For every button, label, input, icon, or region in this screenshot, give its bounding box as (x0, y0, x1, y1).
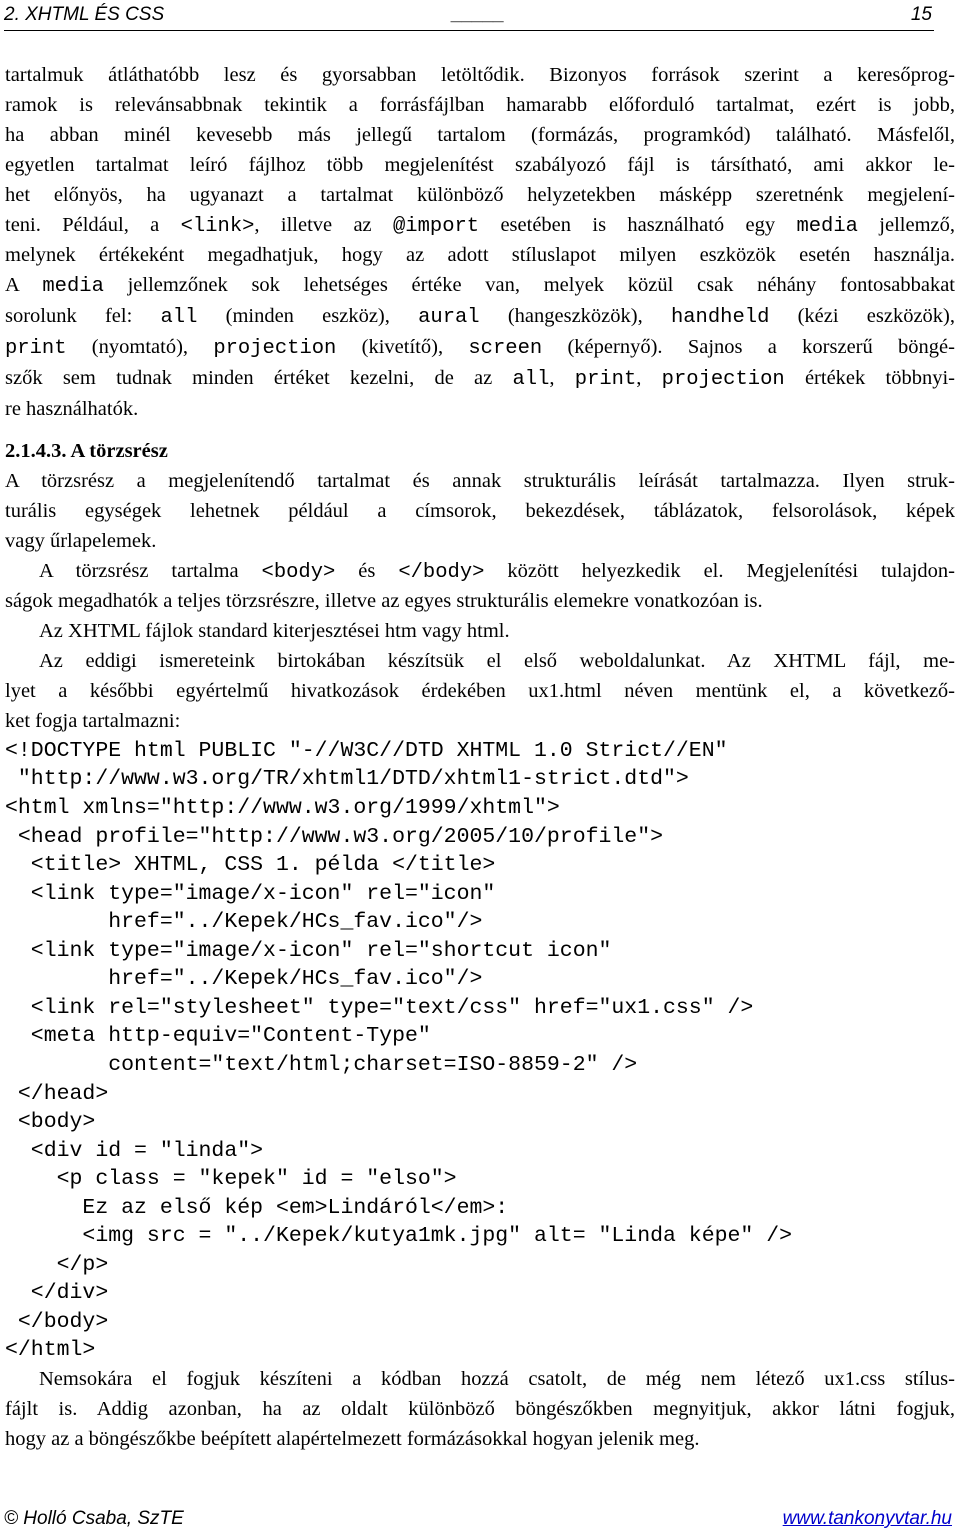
code-line: <link type="image/x-icon" rel="icon" (5, 881, 496, 906)
chapter-title: 2. XHTML ÉS CSS (4, 4, 165, 25)
code-line: <link type="image/x-icon" rel="shortcut icon" (5, 938, 612, 963)
text-line (5, 1395, 955, 1425)
text-line (5, 91, 955, 121)
text-line (5, 271, 955, 302)
text-run: Az eddigi ismereteink birtokában készítsük el első weboldalunkat. Az XHTML fájl, me- (39, 650, 955, 673)
text-run: lyet a későbbi egyértelmű hivatkozások érdekében ux1.html néven mentünk el, a következő- (5, 680, 955, 703)
text-line (5, 241, 955, 271)
code-line: </p> (5, 1252, 109, 1277)
text-run: (kézi eszközök), (769, 305, 955, 328)
code-line: <link rel="stylesheet" type="text/css" href="ux1.css" /> (5, 995, 754, 1020)
text-line (5, 647, 955, 677)
text-run: ket fogja tartalmazni: (5, 710, 181, 733)
text-run: Az XHTML fájlok standard kiterjesztései htm vagy html. (39, 620, 510, 643)
text-line (5, 677, 955, 707)
inline-code: @import (393, 214, 480, 238)
code-line: <meta http-equiv="Content-Type" (5, 1024, 431, 1049)
text-line (5, 617, 955, 647)
text-run: szők sem tudnak minden értéket kezelni, de az (5, 367, 513, 390)
inline-code: <body> (261, 560, 336, 584)
code-line: <!DOCTYPE html PUBLIC "-//W3C//DTD XHTML 1.0 Strict//EN" (5, 738, 728, 763)
text-run: (nyomtató), (66, 336, 214, 359)
text-run: , illetve az (254, 213, 393, 236)
text-run: és (335, 559, 399, 582)
text-run: re használhatók. (5, 397, 139, 420)
header-fill: _____ (452, 4, 505, 25)
text-run: ságok megadhatók a teljes törzsrészre, illetve az egyes strukturális elemekre vonatkozóan is. (5, 590, 763, 613)
text-run: ramok is relevánsabbnak tekintik a forrásfájlban hamarabb előforduló tartalmat, ezért is jobb, (5, 93, 955, 116)
code-line: content="text/html;charset=ISO-8859-2" /> (5, 1052, 638, 1077)
text-line (5, 211, 955, 242)
code-line: </div> (5, 1281, 109, 1306)
code-line: </html> (5, 1338, 96, 1363)
text-run: A törzsrész tartalma (39, 559, 262, 582)
text-run: A törzsrész a megjelenítendő tartalmat és annak strukturális leírását tartalmazza. Ilyen struk- (5, 469, 955, 492)
text-run: (képernyő). Sajnos a korszerű böngé- (542, 336, 955, 359)
footer-link[interactable]: www.tankonyvtar.hu (782, 1508, 952, 1529)
code-line: Ez az első kép <em>Lindáról</em>: (5, 1195, 509, 1220)
text-line (5, 527, 955, 557)
text-run: fájlt is. Addig azonban, ha az oldalt különböző böngészőkben megnyitjuk, akkor látni fogjuk, (5, 1397, 955, 1420)
inline-code: media (42, 275, 104, 299)
code-listing (5, 737, 955, 1365)
inline-code: print (5, 337, 67, 361)
text-run: (kivetítő), (336, 336, 469, 359)
text-line (5, 587, 955, 617)
text-run: jellemzőnek sok lehetséges értéke van, melyek közül csak néhány fontosabbakat (103, 274, 955, 297)
text-run: vagy űrlapelemek. (5, 529, 157, 552)
code-line: <head profile="http://www.w3.org/2005/10/profile"> (5, 824, 664, 849)
code-line: <title> XHTML, CSS 1. példa </title> (5, 853, 496, 878)
code-line: href="../Kepek/HCs_fav.ico"/> (5, 910, 483, 935)
text-line (5, 395, 955, 425)
inline-code: print (574, 368, 637, 392)
text-run: melynek értékeként megadhatjuk, hogy az adott stíluslapot milyen eszközök esetén használja. (5, 244, 955, 267)
text-line (5, 364, 955, 395)
paragraph-conclusion (5, 1365, 955, 1455)
text-line (5, 1425, 955, 1455)
code-line: </head> (5, 1081, 109, 1106)
text-run: (hangeszközök), (479, 305, 671, 328)
code-line: </body> (5, 1309, 109, 1334)
inline-code: aural (418, 306, 480, 330)
text-line (5, 302, 955, 333)
text-run: (minden eszköz), (197, 305, 419, 328)
inline-code: all (512, 368, 550, 392)
page-footer (4, 1508, 954, 1534)
inline-code: projection (213, 337, 337, 361)
inline-code: all (160, 306, 198, 330)
text-line (5, 707, 955, 737)
paragraph-body-tags (5, 557, 955, 618)
text-run: , (549, 367, 575, 390)
text-line (5, 333, 955, 364)
text-line (5, 1365, 955, 1395)
text-run: sorolunk fel: (5, 305, 161, 328)
inline-code: screen (468, 337, 543, 361)
inline-code: <link> (180, 214, 255, 238)
text-run: tartalmuk átláthatóbb lesz és gyorsabban letöltődik. Bizonyos források szerint a keresőprog- (5, 64, 955, 86)
code-line: href="../Kepek/HCs_fav.ico"/> (5, 967, 483, 992)
code-line: <html xmlns="http://www.w3.org/1999/xhtml"> (5, 796, 560, 821)
text-run: között helyezkedik el. Megjelenítési tulajdon- (484, 559, 955, 582)
code-line: "http://www.w3.org/TR/xhtml1/DTD/xhtml1-strict.dtd"> (5, 767, 689, 792)
text-line (5, 181, 955, 211)
code-line: <body> (5, 1110, 96, 1135)
text-run: jellemző, (857, 213, 955, 236)
text-run: ha abban minél kevesebb más jellegű tartalom (formázás, programkód) található. Másfelől, (5, 123, 955, 146)
page-content (5, 61, 955, 1455)
copyright-text: © Holló Csaba, SzTE (4, 1508, 184, 1529)
text-run: hogy az a böngészőkbe beépített alapértelmezett formázásokkal hogyan jelenik meg. (5, 1427, 700, 1450)
code-line: <img src = "../Kepek/kutya1mk.jpg" alt= "Linda képe" /> (5, 1224, 793, 1249)
inline-code: handheld (670, 306, 770, 330)
paragraph-extensions (5, 617, 955, 647)
page-number: 15 (910, 4, 932, 25)
text-run: egyetlen tartalmat leíró fájlhoz több megjelenítést szabályozó fájl is társítható, ami akkor le- (5, 153, 955, 176)
text-run: Nemsokára el fogjuk készíteni a kódban hozzá csatolt, de még nem létező ux1.css stílus- (39, 1367, 955, 1390)
section-heading: 2.1.4.3. A törzsrész (5, 439, 168, 462)
page-header (4, 4, 934, 31)
inline-code: </body> (398, 560, 485, 584)
text-line (5, 151, 955, 181)
text-run: , (636, 367, 662, 390)
text-line (5, 557, 955, 588)
text-line (5, 61, 955, 91)
text-run: teni. Például, a (5, 213, 181, 236)
text-run: értékek többnyi- (784, 367, 955, 390)
text-run: esetében is használható egy (479, 213, 797, 236)
code-line: <div id = "linda"> (5, 1138, 264, 1163)
text-run: turális egységek lehetnek például a címsorok, bekezdések, táblázatok, felsorolások, képek (5, 499, 955, 522)
paragraph-first-page (5, 647, 955, 737)
text-line (5, 467, 955, 497)
text-line (5, 497, 955, 527)
text-run: A (5, 274, 43, 297)
text-line (5, 121, 955, 151)
code-line: <p class = "kepek" id = "elso"> (5, 1167, 457, 1192)
inline-code: projection (661, 368, 785, 392)
inline-code: media (796, 214, 858, 238)
paragraph-media-types (5, 61, 955, 425)
paragraph-body-intro (5, 467, 955, 557)
text-run: het előnyös, ha ugyanazt a tartalmat különböző helyzetekben másképp szeretnénk megjelení- (5, 183, 955, 206)
